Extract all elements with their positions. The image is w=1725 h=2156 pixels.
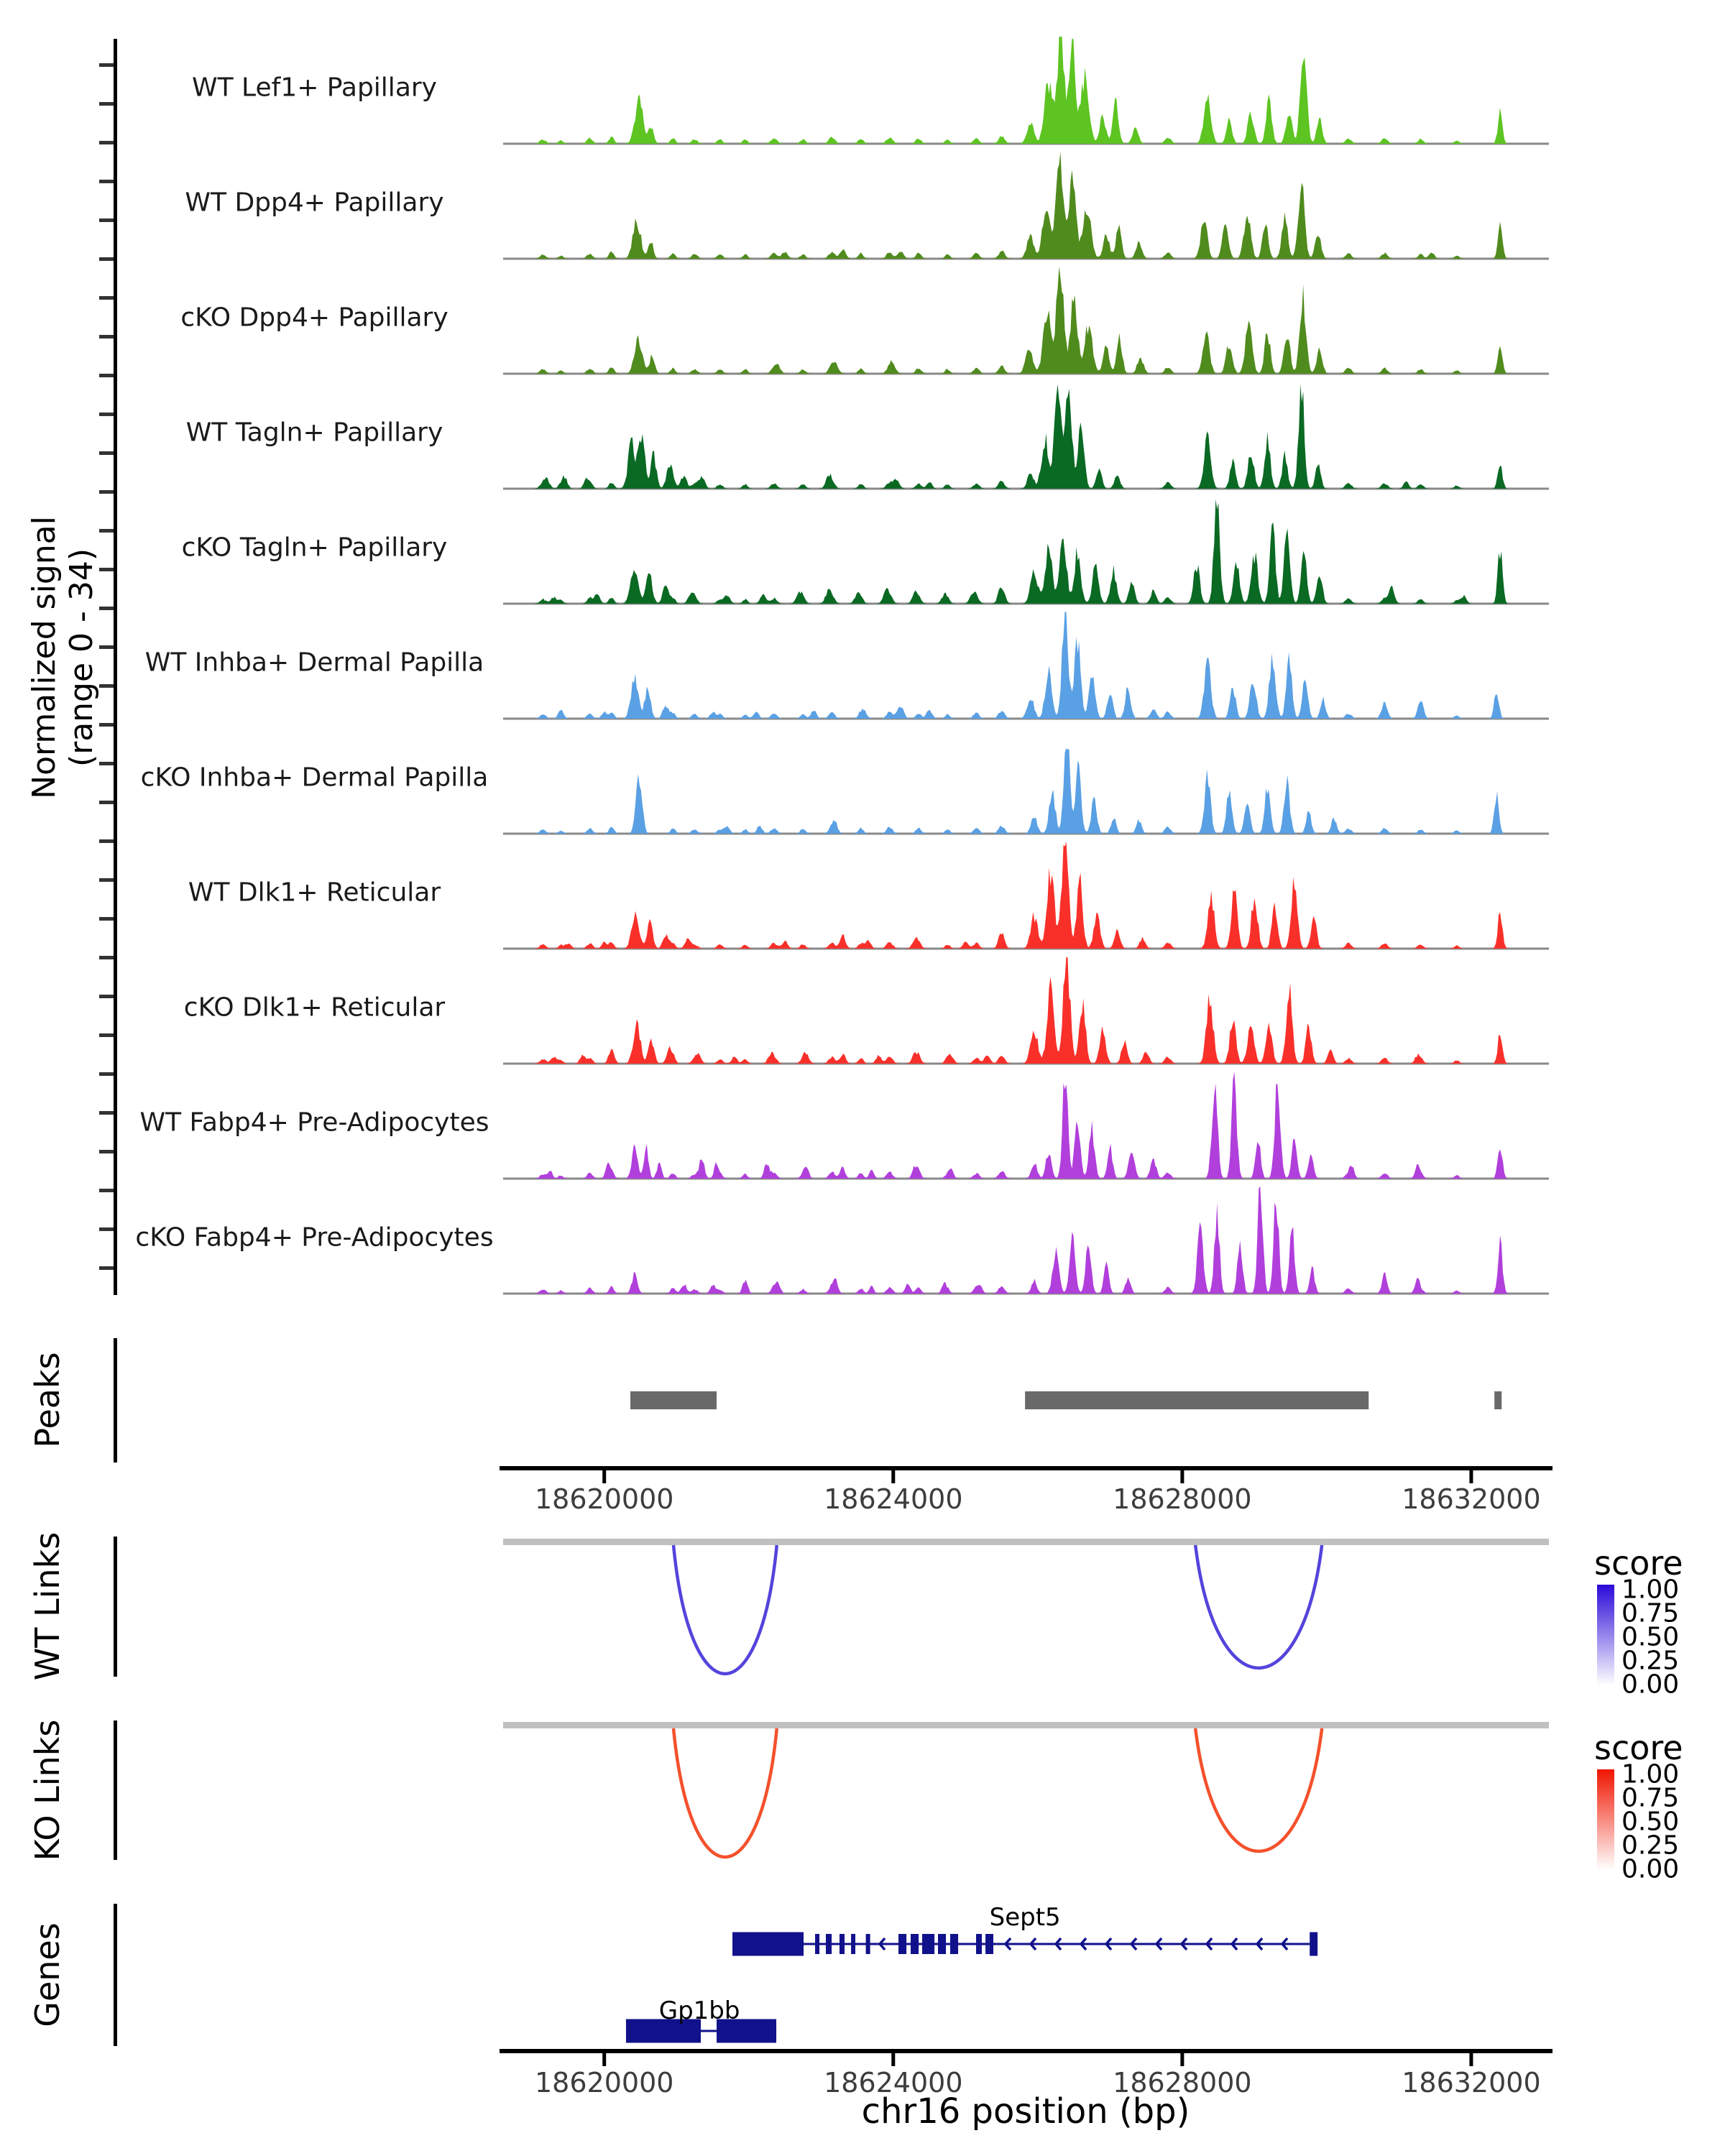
signal-axis-tick <box>99 102 114 106</box>
wt-legend-tick-label: 0.50 <box>1622 1622 1680 1652</box>
signal-axis-tick <box>99 878 114 882</box>
gene-exon-Sept5 <box>826 1934 832 1954</box>
gene-exon-Sept5 <box>1310 1932 1317 1956</box>
x-tick-label: 18620000 <box>535 1483 674 1515</box>
x-axis-tick <box>1180 2053 1184 2066</box>
wt-link-arc <box>1195 1545 1322 1668</box>
track-label-6: WT Inhba+ Dermal Papilla <box>144 648 484 678</box>
signal-axis-tick <box>99 801 114 804</box>
x-tick-label: 18628000 <box>1113 2067 1252 2099</box>
section-label-genes: Genes <box>28 1922 67 2027</box>
track-label-1: WT Lef1+ Papillary <box>192 73 437 103</box>
gene-name-Gp1bb: Gp1bb <box>658 1996 740 2025</box>
track-label-8: WT Dlk1+ Reticular <box>188 877 441 908</box>
gene-exon-Sept5 <box>922 1934 934 1954</box>
wt-legend-tick-label: 0.00 <box>1622 1669 1680 1700</box>
gene-exon-Sept5 <box>866 1934 870 1954</box>
gene-exon-Sept5 <box>976 1934 982 1954</box>
x-axis-tick <box>1469 1470 1473 1483</box>
ko-legend-tick-label: 0.00 <box>1622 1854 1680 1884</box>
signal-area-track-10 <box>503 1072 1549 1179</box>
section-axis-genes <box>114 1904 117 2046</box>
signal-axis-tick <box>99 529 114 533</box>
track-label-7: cKO Inhba+ Dermal Papilla <box>140 763 489 793</box>
signal-area-track-3 <box>503 267 1549 374</box>
x-axis-tick <box>1180 1470 1184 1483</box>
wt-link-arc <box>673 1545 777 1674</box>
y-axis-label-line2: (range 0 - 34) <box>63 548 100 768</box>
x-tick-label: 18620000 <box>535 2067 674 2099</box>
ko-link-arc <box>673 1728 777 1857</box>
section-axis-peaks <box>114 1338 117 1462</box>
gene-exon-Sept5 <box>938 1934 946 1954</box>
signal-axis-tick <box>99 413 114 416</box>
gene-exon-Sept5 <box>851 1934 855 1954</box>
x-axis-tick <box>1469 2053 1473 2066</box>
signal-axis-tick <box>99 917 114 921</box>
track-label-4: WT Tagln+ Papillary <box>185 418 443 448</box>
signal-area-track-7 <box>503 748 1549 834</box>
ko-legend-tick-label: 0.50 <box>1622 1807 1680 1837</box>
gene-exon-Sept5 <box>950 1934 958 1954</box>
ko-legend-tick-label: 0.25 <box>1622 1830 1680 1861</box>
signal-axis-tick <box>99 1150 114 1153</box>
x-tick-label: 18624000 <box>824 2067 963 2099</box>
gene-exon-Sept5 <box>840 1934 845 1954</box>
signal-axis-tick <box>99 1189 114 1192</box>
wt-links-baseline <box>503 1539 1549 1545</box>
ko-links-baseline <box>503 1722 1549 1728</box>
signal-axis-tick <box>99 257 114 261</box>
ko-links-legend-title: score <box>1594 1728 1683 1767</box>
gene-exon-Sept5 <box>815 1934 819 1954</box>
gene-exon-Sept5 <box>911 1934 919 1954</box>
gene-name-Sept5: Sept5 <box>989 1903 1061 1932</box>
section-label-peaks: Peaks <box>28 1352 67 1448</box>
x-axis-tick <box>891 2053 895 2066</box>
x-tick-label: 18628000 <box>1113 1483 1252 1515</box>
signal-axis-tick <box>99 956 114 959</box>
track-label-2: WT Dpp4+ Papillary <box>185 188 444 218</box>
wt-links-legend-gradient-bar <box>1597 1585 1614 1685</box>
signal-axis-line <box>114 39 117 1295</box>
y-axis-label <box>26 516 101 799</box>
ko-legend-tick-label: 1.00 <box>1622 1759 1680 1789</box>
signal-area-track-8 <box>503 842 1549 949</box>
signal-axis-tick <box>99 1227 114 1231</box>
section-label-wt-links: WT Links <box>28 1531 67 1681</box>
signal-axis-tick <box>99 645 114 649</box>
x-axis-tick <box>602 2053 606 2066</box>
track-label-3: cKO Dpp4+ Papillary <box>180 303 448 333</box>
gene-exon-Sept5 <box>985 1934 993 1954</box>
signal-axis-tick <box>99 490 114 494</box>
signal-area-track-2 <box>503 152 1549 259</box>
signal-axis-tick <box>99 451 114 455</box>
signal-axis-tick <box>99 63 114 67</box>
signal-area-track-1 <box>503 37 1549 144</box>
signal-axis-tick <box>99 684 114 688</box>
signal-axis-tick <box>99 335 114 338</box>
x-tick-label: 18632000 <box>1402 2067 1541 2099</box>
signal-axis-tick <box>99 218 114 222</box>
peak-region <box>1025 1391 1368 1409</box>
wt-links-legend-title: score <box>1594 1544 1683 1583</box>
signal-axis-tick <box>99 296 114 300</box>
signal-area-track-11 <box>503 1187 1549 1294</box>
x-axis-tick <box>891 1470 895 1483</box>
signal-axis-tick <box>99 995 114 998</box>
signal-axis-tick <box>99 723 114 727</box>
signal-area-track-5 <box>503 499 1549 604</box>
signal-axis-tick <box>99 607 114 610</box>
signal-axis-tick <box>99 374 114 377</box>
x-tick-label: 18624000 <box>824 1483 963 1515</box>
ko-legend-tick-label: 0.75 <box>1622 1783 1680 1813</box>
x-axis-title: chr16 position (bp) <box>861 2091 1190 2132</box>
gene-exon-Sept5 <box>732 1932 804 1956</box>
signal-axis-tick <box>99 180 114 183</box>
signal-axis-tick <box>99 141 114 144</box>
track-label-11: cKO Fabp4+ Pre-Adipocytes <box>135 1222 494 1253</box>
ko-links-legend-gradient-bar <box>1597 1769 1614 1870</box>
signal-axis-tick <box>99 1072 114 1076</box>
track-label-9: cKO Dlk1+ Reticular <box>183 992 446 1023</box>
section-label-ko-links: KO Links <box>28 1719 67 1861</box>
signal-area-track-6 <box>503 612 1549 719</box>
gene-exon-Sept5 <box>898 1934 906 1954</box>
wt-legend-tick-label: 0.75 <box>1622 1598 1680 1628</box>
signal-axis-tick <box>99 1111 114 1115</box>
wt-legend-tick-label: 1.00 <box>1622 1575 1680 1605</box>
signal-area-track-9 <box>503 957 1549 1064</box>
x-axis-tick <box>602 1470 606 1483</box>
y-axis-label-line1: Normalized signal <box>26 516 63 799</box>
section-axis-wt-links <box>114 1537 117 1677</box>
wt-legend-tick-label: 0.25 <box>1622 1646 1680 1676</box>
track-label-10: WT Fabp4+ Pre-Adipocytes <box>139 1107 489 1138</box>
peak-region <box>630 1391 717 1409</box>
x-axis-line-2 <box>500 2049 1552 2053</box>
signal-axis-tick <box>99 762 114 765</box>
track-label-5: cKO Tagln+ Papillary <box>181 533 448 563</box>
section-axis-ko-links <box>114 1720 117 1860</box>
ko-link-arc <box>1195 1728 1322 1851</box>
signal-area-track-4 <box>503 384 1549 489</box>
signal-axis-tick <box>99 1033 114 1037</box>
x-tick-label: 18632000 <box>1402 1483 1541 1515</box>
gene-line-Sept5 <box>732 1943 1317 1945</box>
peak-region <box>1494 1391 1501 1409</box>
signal-axis-tick <box>99 1266 114 1270</box>
x-axis-line-1 <box>500 1466 1552 1470</box>
signal-axis-tick <box>99 839 114 843</box>
signal-axis-tick <box>99 568 114 571</box>
